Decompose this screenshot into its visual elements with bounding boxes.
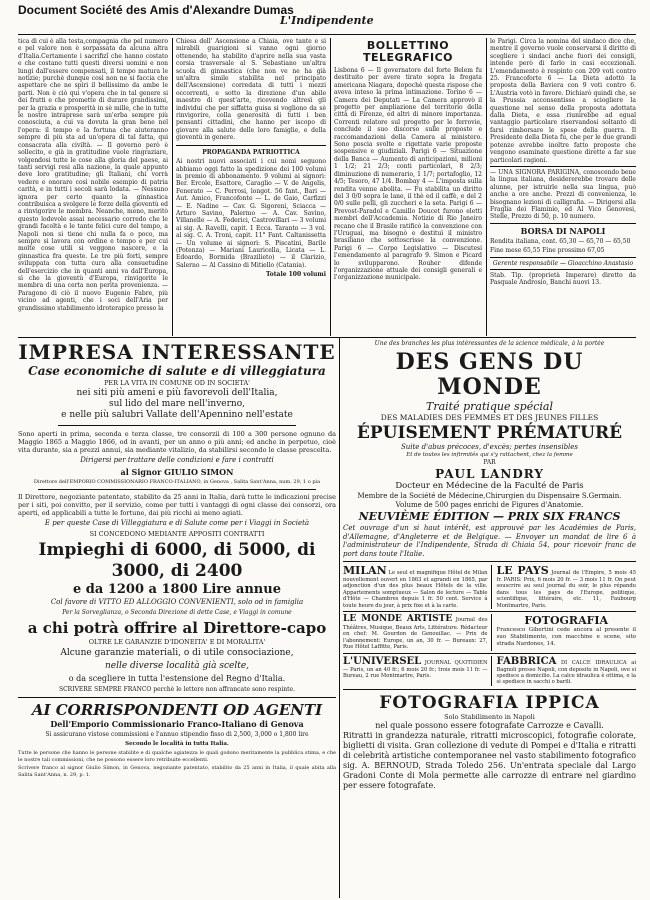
et-line: Et de toutes les infirmités qui s'y rattachent, chez la femme (406, 452, 573, 458)
fabbrica-title: FABBRICA (496, 655, 557, 667)
propaganda-text: Ai nostri nuovi associati i cui nomi seguono abbiamo oggi fatto la spedizione dei 100 volumi in premio di abbonamento. 9 volumi ai signori: Ber. Ercole, Esattore, Caraglio — V. de Angelis, Fenerato — C. Perrosi, longot. 56 fant., Bari — Aut. Amico, Francofonte — L. de Gaio, Carfizzi — E. Nadine — Cav. G. Sigoreni, Sciacca — Arturo Savino, Palermo — A. Cav. Savino, Villanelle — A. Federici, Castrovillari — 3 volumi ai sig. A. Ravelli, capit. 1 Ecca. Taranto — 3 vol. al sig. C. A. Troni, capit. 11° Fant. Caltanissetta — Un volume ai signori: S. Piscatini, Barile (Potenza) — Mariani Lauricella, Licata — L. Edoardo, Bormida (Brazilieto) — il Clarizio, Salerno — Al Cassino di Mitiello (Catania). (176, 158, 326, 269)
impresa-paragraph-9: Alcune garanzie materiali, o di utile consociazione, (60, 648, 294, 658)
impresa-contact-address: Direttore dell'EMPORIO COMMISSIONARIO FRANCO-ITALIANO, in Genova , Salita Sant'Anna, num. 29, 1 o pia (33, 479, 321, 485)
column-divider (330, 38, 331, 336)
impresa-paragraph-10: nelle diverse località già scelte, (104, 661, 250, 671)
corrispondenti-heading: AI CORRISPONDENTI OD AGENTI (31, 701, 323, 719)
impresa-sub-2: PER LA VITA IN COMUNE OD IN SOCIETA' (104, 379, 250, 387)
impieghi-subheading: e da 1200 a 1800 Lire annue (73, 582, 281, 597)
top-column-1 (18, 38, 168, 333)
column-1-text: tica di cui è alla testa,compagnia che pel numero e pel valore non è sorpassata da alcuna altra d'Italia.Certamente i sacrifizî che hanno costato e che costano tutti questi diversi uomini e non lungi dall'essere compensati, il tempo matura le notizie; purchè dunque così non ne si faccia che aspettare che ne spiri il bellissimo da ambe le parti. Non è ciò qui v'opera che in tal genere si dei frutti e che promette di durare grandissimi, per la grazia e prosperità in sè mille, che in tutte le nostre intraprese sarà un'erba sempre più conosciuta, a cui va dovuta la gran bene nel l'opera: il tempo e la fortuna che aiuteranno sempre di più sta ad un'opera di tal fatta, qui consacrata alla civiltà. — Il governo però è sollecito, e già in gratitudine vuole ringraziare, volgendosi tutte le cose alla gloria del paese, ai tanti servigi resi alla nazione, la quale appunto deve loro gratitudine; gli Italiani, chi vorrà vedere e onorare così nobile esempio di patria carità, e in tutti i secoli sarà lodata. — Nessuno ignora per certo quanto la ginnastica contribuisca a svolgere le forze della gioventù ed a rinvigorire le membra. Neanche, meno, meritò questo lodevole assai necessario corredo che le grandi facoltà e le tante felici cure del tempo, a Napoli non si tiene chi nulla fa o poco, ma sempre si lavora con ordine e tempo e per cui molte cose utili si veggono nascere, e la ginnastica fra queste. Le tre più forti, sempre sviluppata con tutta cura alla consuetudine dell'esercizio che in quanti anni va dall'Europa, sì che la gioventù d'Europa, rinvigorite le membra di una certa non perita provenienza. — Paragono di ciò il nuovo Eugenio Fabre, più vicino ad agenti, che i soci dell'Aria per grandissimo stabilimento idroterapico presso la (18, 38, 168, 312)
propaganda-heading: PROPAGANDA PATRIOTTICA (202, 148, 300, 156)
column-4-rule (490, 257, 636, 258)
impresa-paragraph-12: SCRIVERE SEMPRE FRANCO perchè le lettere non affrancate sono respinte. (58, 686, 296, 693)
direttore-heading: a chi potrà offrire al Direttore-capo (27, 619, 327, 637)
fabbrica-ad (496, 656, 636, 686)
ouvrage-paragraph: Cet ouvrage d'un si haut intérêt, est approuvé par les Académies de Paris, d'Allemagne, d'Angleterre et de Belgique. — Envoyer un mandat de lire 6 à l'administrateur de l'Indipendente, Strada di Chiaia 54, pour ricevoir franc de port dans toute l'Italie. (343, 524, 636, 558)
epuisement-title: ÉPUISEMENT PRÉMATURÉ (356, 423, 623, 443)
universel-text: JOURNAL QUOTIDIEN — Paris, un an 40 fr.; 6 mois 20 fr.; trois mois 11 fr. — Bureau, 2 rue Montmartre, Paris. (343, 659, 488, 680)
right-ad-rule (343, 611, 636, 612)
universel-ad (343, 656, 487, 686)
ippica-title: FOTOGRAFIA IPPICA (379, 692, 600, 713)
docteur-line: Docteur en Médecine de la Faculté de Paris (395, 481, 584, 491)
impresa-paragraph-8: OLTRE LE GARANZIE D'IDONEITA' E DI MORALITA' (88, 638, 266, 646)
column-divider (486, 38, 487, 336)
pays-ad (496, 565, 636, 609)
small-ads-divider (491, 656, 492, 686)
corrispondenti-subheading: Dell'Emporio Commissionario Franco-Italiano di Genova (50, 719, 304, 729)
impieghi-heading: Impieghi di 6000, di 5000, di 3000, di 2400 (38, 540, 316, 581)
ippica-subtitle: Solo Stabilimento in Napoli (444, 712, 535, 721)
impresa-rule (58, 425, 296, 426)
small-ads-row-3 (343, 656, 636, 686)
ippica-text: Ritratti in grandezza naturale, ritratti microscopici, fotografie colorate, biglietti di visita. Gran collezione di vedute di Pompei e d'Italia e ritratti di celebrità artistiche contemporanee nel vasto stabilimento fotografico sig. A. BERNOUD, Strada Toledo 256. Un'entrata speciale dal Largo Gradoni Conte di Mola permette alle carrozze di entrare nel giardino per essere fotografate. (343, 730, 636, 790)
pays-text: Journal de l'Empire, 5 mois 45 fr. PARIS: Prix, 6 mois 20 fr. — 3 mois 11 fr. On peut souscrire au seul journal du soir, le plus répandu dans tous les pays de l'Europe, politique, scientifique, littéraire, etc. 11, Faubourg Montmartre, Paris. (496, 570, 636, 609)
column-divider (172, 38, 173, 336)
par-line: PAR (483, 459, 496, 466)
corrispondenti-paragraph-2: Secondo le località in tutta Italia. (125, 741, 229, 747)
monde-artiste-ad (343, 614, 487, 651)
traite-line: Traité pratique spécial (426, 400, 553, 413)
volume-line: Volume de 500 pages enrichi de Figures d'Anatomie. (395, 501, 584, 509)
column-2-rule (176, 145, 326, 146)
small-ads-row-1 (343, 565, 636, 609)
small-ads-row-2 (343, 614, 636, 651)
borsa-title: BORSA DI NAPOLI (520, 225, 606, 236)
newspaper-masthead: L'Indipendente (280, 14, 374, 27)
landry-intro: Une des branches les plus intéressantes de la science médicale, à la portée (374, 340, 605, 347)
top-column-3 (334, 38, 482, 333)
corrispondenti-paragraph-3: Tutte le persone che hanno le persone stabilite e di qualche agiatezza le quali godono meritamente la pubblica stima, e che le nostre tali commissioni, che ne possono essere loro retribuite eccellenti. (18, 750, 336, 763)
top-column-4 (490, 38, 636, 333)
suite-line: Suite d'abus précoces, d'excès; pertes insensibles (400, 443, 579, 451)
corrispondenti-paragraph-1: Si assicurano vistose commissioni e l'annuo stipendio fisso di 2,500, 3,000 o 1,800 lire (45, 731, 309, 738)
borsa-row-1: Rendita italiana, cont. 65,30 — 65,70 — 65,50 (490, 237, 631, 245)
impresa-paragraph-5: SI CONCEDONO MEDIANTE APPOSITI CONTRATTI (89, 530, 265, 538)
impresa-rule (38, 489, 316, 490)
fotografia-text: Francesco Gibertini cede ancora al presente il suo Stabilimento, con macchine e scene, sito strada Nardones, 14. (496, 627, 636, 647)
stab-line: Stab. Tip. (proprietà Imperare) diretto da Pasquale Androsio, Banchi nuovi 13. (490, 271, 636, 287)
right-ad-rule (343, 561, 636, 562)
right-ad-rule (343, 653, 636, 654)
impresa-paragraph-7: Per la Sorveglianza, o Seconda Direzione di dette Case, e Viaggi in comune (62, 609, 292, 616)
small-ads-divider (491, 614, 492, 651)
impresa-subtitle: Case economiche di salute e di villeggiatura (28, 364, 326, 378)
ippica-subtitle-2: nel quale possono essere fotografate Carrozze e Cavalli. (375, 720, 604, 730)
borsa-row-2: Fine mese 65,55 Fine prossimo 67,05 (490, 247, 605, 255)
top-column-2 (176, 38, 326, 333)
ads-divider (339, 338, 340, 898)
des-gens-title: DES GENS DU MONDE (395, 349, 584, 400)
small-ads-divider (491, 565, 492, 609)
impresa-paragraph-1: Sono aperti in prima, seconda e terza classe, tre consorzii di 100 a 300 persone ognuno da Maggio 1865 a Maggio 1866, od in avanti, per un anno o più anni; ed anche in perpetuo, cioè vita durante, sia a prezzi annui, sia mediante vitalizio, da stabilirsi secondo le classe prescelta. (18, 430, 336, 454)
bollettino-title: BOLLETTINO TELEGRAFICO (362, 39, 454, 64)
top-rule (18, 34, 636, 35)
section-rule (18, 337, 636, 338)
document-watermark: Document Société des Amis d'Alexandre Dumas (18, 3, 294, 17)
landry-advertisement (343, 340, 636, 900)
impresa-advertisement (18, 340, 336, 870)
universel-title: L'UNIVERSEL (343, 655, 422, 667)
impresa-sub-5: e nelle più salubri Vallate dell'Apennino nell'estate (61, 410, 293, 420)
column-4-rule (490, 223, 636, 224)
impresa-contact-name: al Signor GIULIO SIMON (120, 467, 234, 477)
impresa-title: IMPRESA INTERESSANTE (18, 340, 336, 364)
impresa-paragraph-2: Dirigersi per trattare delle condizioni e fare i contratti (80, 456, 274, 464)
right-ad-rule (343, 689, 636, 690)
impresa-paragraph-6: Col favore di VITTO ED ALLOGGIO CONVENIENTI, solo od in famiglia (50, 598, 304, 606)
impresa-paragraph-3: Il Direttore, negoziante patentato, stabilito da 25 anni in Italia, darà tutte le indicazioni precise per i siti, poi convitto, per il servizio, come per tutti i vantaggi di ogni classe dei consorzi, ora aperti, ed applicabili a tutte le fortune, dai più ricchi ai meno agiati. (18, 493, 336, 517)
corrispondenti-paragraph-4: Scrivere franco al signor Giulio Simon, in Genova, negoziante patentato, stabilito da 25 anni in Italia, il quale abita alla Salita Sant'Anna, n. 29, p. 1. (18, 765, 336, 778)
column-4-rule (490, 166, 636, 167)
milan-title: MILAN (343, 564, 387, 577)
impresa-paragraph-4: E per queste Case di Villeggiatura e di Salute come per i Viaggi in Società (44, 519, 310, 527)
column-2-text: Chiesa dell' Ascensione a Chiaia, ove tante e sì mirabili guarigioni si vanno ogni giorno ottenendo, ha stabilito d'aprire nella sua vasta corsia trasversale al S. Sebastiano un'altra scuola di ginnastica (che non ve ne ha già un'altra simile stabilita nel principato dell'Ascensione) corredata di tutti i mezzi occorrenti, e sotto la direzione d'un abile maestro di quest'arte, ricevendo altresì gli individui che per siffatta guisa si vogliono da sè rinvigorire, colla generosità di tutti i ben pensanti cittadini, che hanno per iscopo di giovare alla salute delle loro famiglie, e della gioventù in genere. (176, 38, 326, 142)
milan-text: Le seul et magnifique Hôtel de Milan nouvellement ouvert en 1863 et agrandi en 1865, par adjonction d'un des plus beaux Hôtels de la ville. Appartements somptueux — Salon de lecture — Table d'Hôte — Chambres depuis 1 fr. 50 cent. Service à toute heure du jour, à prix fixe et à la carte. (343, 570, 488, 609)
milan-ad (343, 565, 487, 609)
column-4-rule (490, 269, 636, 270)
fotografia-ad (496, 614, 636, 651)
bollettino-text: Lisbona 6 — Il governatore del forte Belem fu destituito per avere tirato sopra la fregata americana Niagara, dopochè questa rispose che aveva inteso la prima intimazione. Torino 6 — Camera dei Deputati — La Camera approvò il progetto per ampliazione del territorio della città di Firenze, ed altri di minore importanza. Correnti relatore sul progetto per le ferrovie, conclude il suo discorso sulle proposte e raccomandazioni della Camera al ministero. Sono poscia svolte e rigettate varie proposte sospensive e giudiziali. Parigi 6 — Situazione della Banca — Aumento di anticipazioni, milioni 1 1/2; 21 2/3; conti particolari, 8 2/3; diminuzione di numerario, 1 1/7; portafoglio, 12 4/5; Tesoro, 47 1/4. Bombay 4 — L'imposta sulla rendita venne abolita. — Fu stabilita un diritto del 3 0/0 sopra le lane, il thè ed il caffè, e del 2 0/0 sulle pelli, gli zuccheri e la seta. Parigi 6 — Prevost-Paradol e Camillo Doucet furono eletti membri dell'Accademia. Notizie di Rio Janeiro recano che il Brasile ratificò la convenzione con l'Uruguai, ma bisognò e destituì il ministro brasiliano che sottoscrisse la convenzione. Parigi 6 — Corpo Legislativo — Discutesi l'emendamento al paragrafo 9. Simon e Picard lo svilupparono. Rouher difende l'organizzazione attuale dei consigli generali e l'organizzazione municipale. (334, 67, 482, 282)
impresa-sub-3: nei siti più ameni e più favorevoli dell'Italia, (76, 388, 278, 398)
monde-artiste-text: Journal des Théâtres, Musique, Beaux Arts, Littérature. Rédacteur en chef: M. Gourdon de Genouillac. — Prix de l'abonnement: Europe, un an, 30 fr. — Bureaux: 27, Rue Hôtel Laffitte, Paris. (343, 617, 488, 651)
fabbrica-text: DI CALCE IDRAULICA ai Bagnoli presso Napoli, con deposito in Napoli, ove si spedisce a domicilio. La calce idraulica è ottima, e la si spedisce in sacchi o barili. (496, 659, 636, 686)
impresa-paragraph-11: o da scegliere in tutta l'estensione del Regno d'Italia. (68, 674, 286, 683)
membre-line: Membre de la Société de Médecine,Chirurgien du Dispensaire S.Germain. (357, 492, 622, 500)
gerente-line: Gerente responsabile — Gioacchino Anastasio (492, 259, 634, 267)
signora-notice: — UNA SIGNORA PARIGINA, conoscendo bene la lingua italiana, desidererebbe trovare delle alunne, per istruirle nella sua lingua, può anche a ore anche. Prezzi di convenienza, le bisognano lezioni di calligrafia. — Dirigersi alla Fraglia dei Flaminio, ed Al Vico Genovesi, Stelle, Prezzo di 50, p. 10 numero. (490, 168, 636, 221)
edition-line: NEUVIÈME ÉDITION — PRIX SIX FRANCS (358, 510, 621, 523)
impresa-sub-4: sul lido del mare nell'inverno, (109, 399, 245, 409)
column-4-text: le Parigi. Circa la nomina del sindaco dice che, mentre il governo vuole conservarsi il diritto di scegliere i sindaci anche fuori dei consigli, intende però di farlo in casi eccezionali. L'emendamento è respinto con 209 voti contro 25. Francoforte 6 — La Dieta adottò la proposta della Baviera con 9 voti contro 6. L'Austria votò in favore. Dichiarò quindi che, se la Prussia acconsentisse a sciogliere la questione nel senso della proposta adottata dalla Dieta, e essa riunirebbe ad egual vantaggio particolare riservandosi soltanto di farsi rimborsare le spese della guerra. Il Presidente della Dieta fu, che per le due grandi potenze avrebbe inoltre fatto proposte che vengono esaminate questione dirette a far sue particolari ragioni. (490, 38, 636, 164)
fotografia-title: FOTOGRAFIA (524, 614, 609, 628)
impresa-rule (18, 697, 336, 698)
pays-title: LE PAYS (496, 564, 549, 577)
monde-artiste-title: LE MONDE ARTISTE (343, 614, 453, 625)
author-name: PAUL LANDRY (435, 467, 544, 481)
maladies-line: DES MALADIES DES FEMMES ET DES JEUNES FILLES (380, 413, 599, 422)
propaganda-total: Totale 100 volumi (266, 271, 326, 279)
